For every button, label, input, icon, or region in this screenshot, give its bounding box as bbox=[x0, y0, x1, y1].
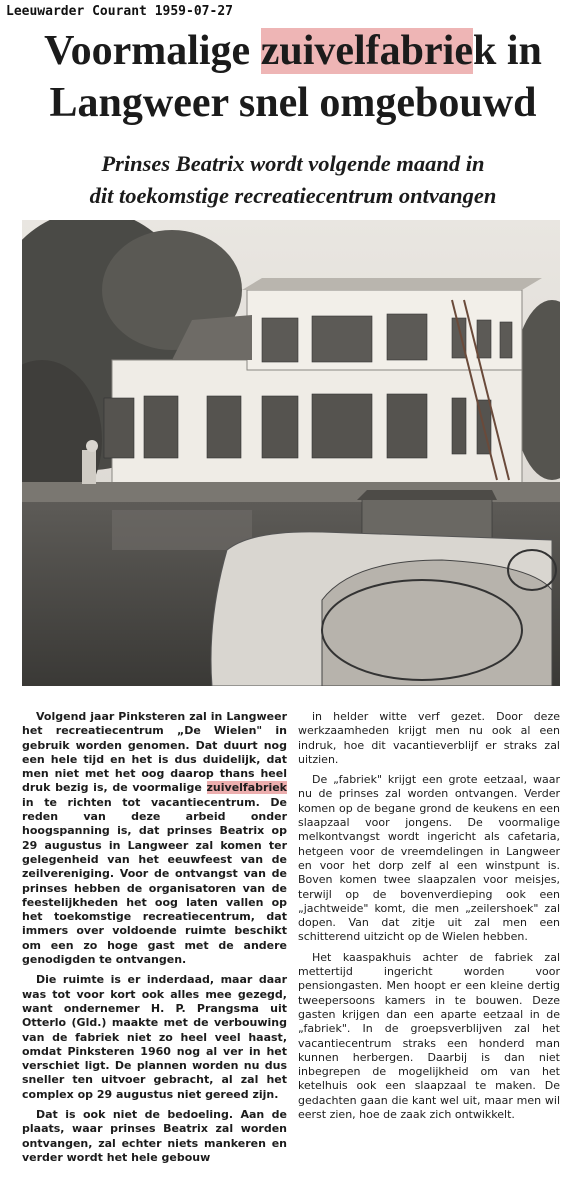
subheadline-line-2: dit toekomstige recreatiecentrum ontvangen bbox=[89, 183, 497, 208]
headline-line-1 bbox=[0, 28, 586, 74]
paragraph: Die ruimte is er inderdaad, maar daar was tot voor kort ook alles mee gezegd, want ondernemer H. P. Prangsma uit Otterlo (Gld.) maakte met de verbouwing van de fabriek niet zo heel veel haast, omdat Pinksteren 1960 nog al ver in het verschiet ligt. De plannen worden nu dus sneller ten uitvoer gebracht, al zal het complex op 29 augustus niet gereed zijn. bbox=[22, 973, 287, 1101]
factory-building-photo bbox=[22, 220, 560, 686]
headline-highlight: zuivelfabrie bbox=[260, 28, 473, 74]
headline-text-after: k in bbox=[472, 28, 542, 74]
source-label: Leeuwarder Courant 1959-07-27 bbox=[6, 4, 233, 19]
headline-line-2: Langweer snel omgebouwd bbox=[49, 80, 537, 126]
paragraph: Het kaaspakhuis achter de fabriek zal mettertijd ingericht worden voor pensiongasten. Men hoopt er een kleine dertig tweepersoons kamers in te bouwen. Deze gasten krijgen dan een aparte eetzaal in de „fabriek". In de groepsverblijven zal het vacantiecentrum straks een honderd man kunnen herbergen. Daarbij is dan niet inbegrepen de mogelijkheid om van het ketelhuis ook een slaapzaal te maken. De gedachten gaan die kant wel uit, maar men wil eerst zien, hoe de zaak zich ontwikkelt. bbox=[298, 950, 560, 1122]
paragraph bbox=[22, 710, 287, 967]
subheadline-line-1: Prinses Beatrix wordt volgende maand in bbox=[101, 151, 485, 176]
paragraph: De „fabriek" krijgt een grote eetzaal, waar nu de prinses zal worden ontvangen. Verder komen op de begane grond de keukens en een slaapzaal voor jongens. De voormalige melkontvangst wordt ingericht als cafetaria, hetgeen voor de vreemdelingen in Langweer en voor het dorp zelf al een winstpunt is. Boven komen twee slaapzalen voor meisjes, terwijl op de bovenverdieping ook een „jachtweide" komt, die men „zeilershoek" zal dopen. Van dat zitje uit zal men een schitterend uitzicht op de Wielen hebben. bbox=[298, 773, 560, 944]
paragraph-text: Volgend jaar Pinksteren zal in Langweer het recreatiecentrum „De Wielen" in gebruik worden genomen. Dat duurt nog een hele tijd en het is dus duidelijk, dat men niet met het oog daarop thans heel druk bezig is, de voormalige bbox=[22, 710, 287, 795]
paragraph-text: in te richten tot vacantiecentrum. De reden van deze arbeid onder hoogspanning is, dat prinses Beatrix op 29 augustus in Langweer zal komen ter gelegenheid van het eeuwfeest van de zeilvereniging. Voor de ontvangst van de prinses hebben de organisatoren van de feestelijkheden het oog laten vallen op het toekomstige recreatiecentrum, dat immers over voldoende ruimte beschikt om een zo hoge gast met de andere genodigden te ontvangen. bbox=[22, 795, 287, 967]
headline-text-before: Voormalige bbox=[44, 28, 261, 74]
article-column-right bbox=[298, 710, 560, 1128]
paragraph: in helder witte verf gezet. Door deze werkzaamheden krijgt men nu ook al een indruk, hoe dit vacantieverblijf er straks zal uitzien. bbox=[298, 710, 560, 766]
paragraph: Dat is ook niet de bedoeling. Aan de plaats, waar prinses Beatrix zal worden ontvangen, zal echter niets mankeren en verder wordt het hele gebouw bbox=[22, 1108, 287, 1164]
article-column-left bbox=[22, 710, 287, 1171]
highlighted-word: zuivelfabriek bbox=[206, 781, 287, 795]
